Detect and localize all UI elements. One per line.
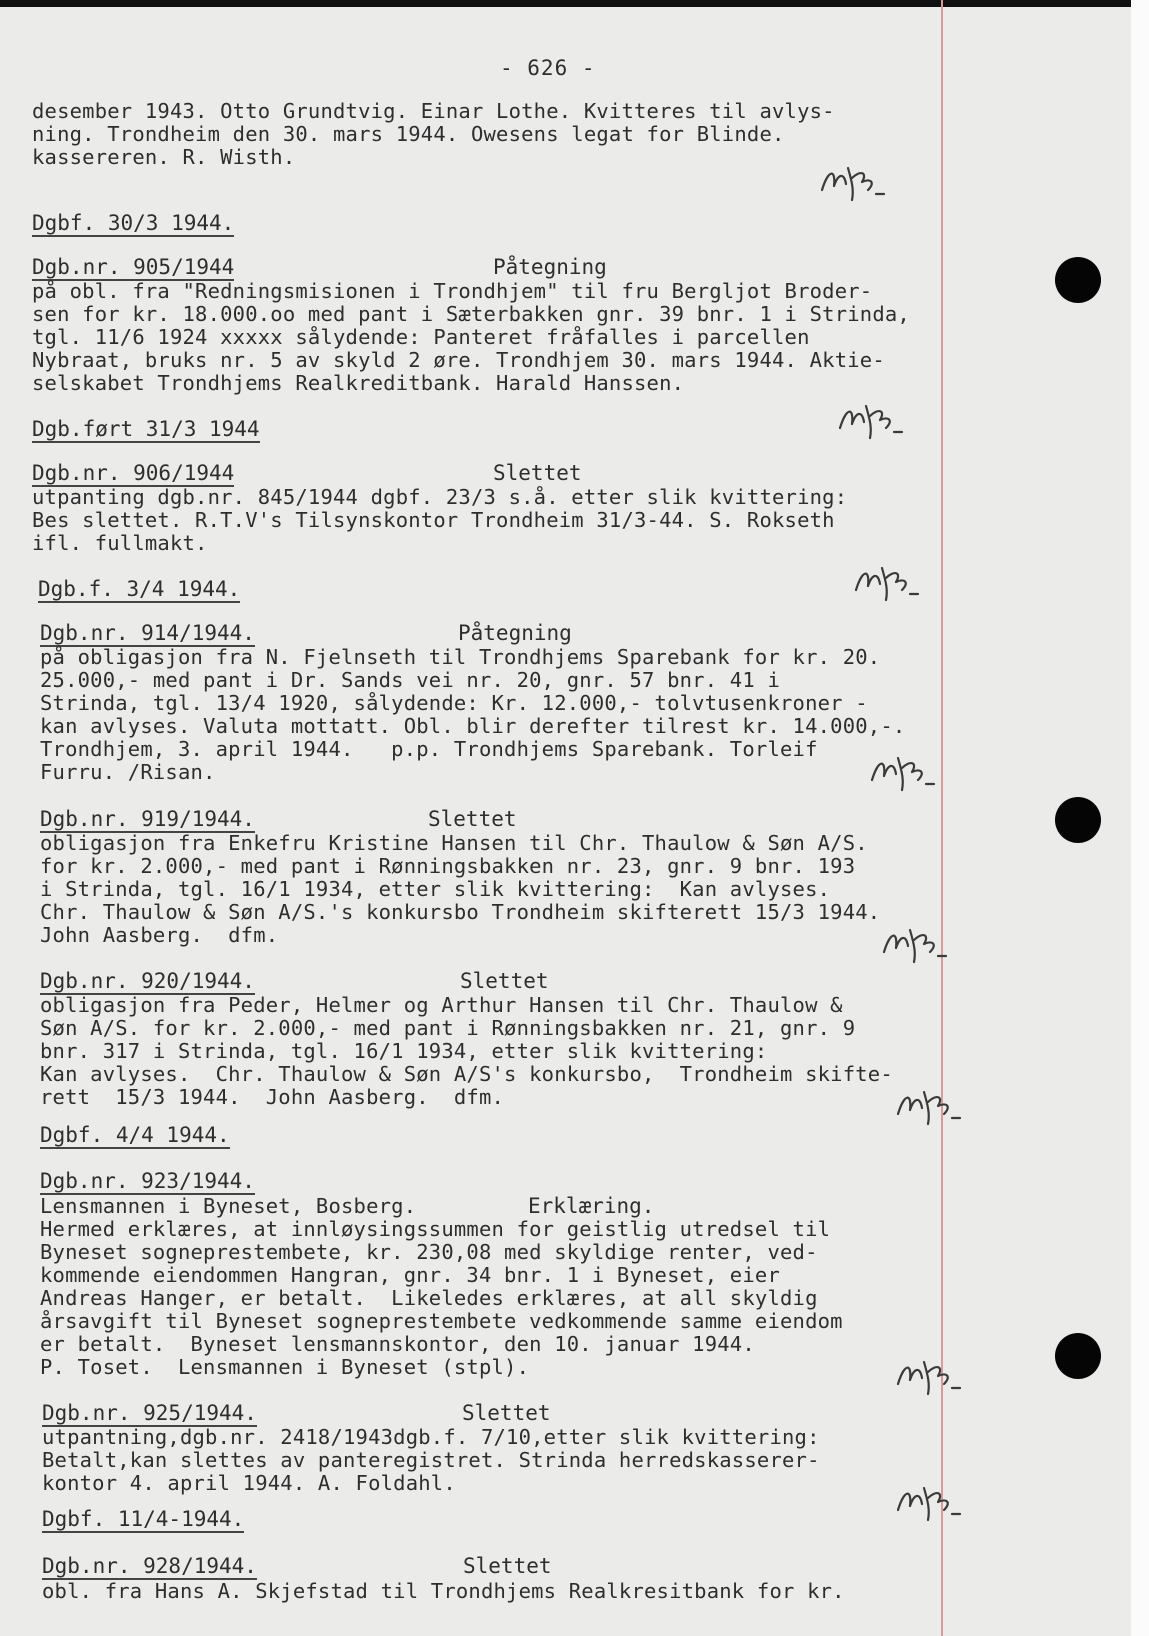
text-line: Søn A/S. for kr. 2.000,- med pant i Rønningsbakken nr. 21, gnr. 9 [40,1016,856,1040]
entry-type: Slettet [428,807,517,831]
text-line: obl. fra Hans A. Skjefstad til Trondhjems Realkresitbank for kr. [42,1579,845,1603]
scan-top-edge [0,0,1149,7]
text-line: obligasjon fra Enkefru Kristine Hansen til Chr. Thaulow & Søn A/S. [40,831,868,855]
text-line: kommende eiendommen Hangran, gnr. 34 bnr. 1 i Byneset, eier [40,1263,780,1287]
text-line: 25.000,- med pant i Dr. Sands vei nr. 20, gnr. 57 bnr. 41 i [40,668,780,692]
entry-type: Slettet [463,1554,552,1578]
text-line: utpanting dgb.nr. 845/1944 dgbf. 23/3 s.å. etter slik kvittering: [32,485,848,509]
text-line: desember 1943. Otto Grundtvig. Einar Lothe. Kvitteres til avlys- [32,99,835,123]
handwritten-initials [894,1354,978,1398]
entry-type: Slettet [462,1401,551,1425]
text-line: rett 15/3 1944. John Aasberg. dfm. [40,1085,505,1109]
handwritten-initials [852,560,936,604]
handwritten-initials [836,398,920,442]
text-line: ning. Trondheim den 30. mars 1944. Owesens legat for Blinde. [32,122,785,146]
entry-type: Påtegning [458,621,572,645]
text-line: i Strinda, tgl. 16/1 1934, etter slik kvittering: Kan avlyses. [40,877,831,901]
punch-hole [1055,797,1101,843]
text-line: obligasjon fra Peder, Helmer og Arthur Hansen til Chr. Thaulow & [40,993,843,1017]
text-line: selskabet Trondhjems Realkreditbank. Harald Hanssen. [32,371,685,395]
text-line: er betalt. Byneset lensmannskontor, den 10. januar 1944. [40,1332,755,1356]
entry-number: Dgb.nr. 920/1944. [40,969,255,993]
text-line: Andreas Hanger, er betalt. Likeledes erklæres, at all skyldig [40,1286,818,1310]
handwritten-initials [818,160,902,204]
text-line: kassereren. R. Wisth. [32,145,296,169]
text-line: Kan avlyses. Chr. Thaulow & Søn A/S's konkursbo, Trondheim skifte- [40,1062,893,1086]
handwritten-initials [894,1084,978,1128]
text-line: Hermed erklæres, at innløysingssummen for geistlig utredsel til [40,1217,831,1241]
entry-type: Slettet [493,461,582,485]
entry-number: Dgb.nr. 919/1944. [40,807,255,831]
text-line: Trondhjem, 3. april 1944. p.p. Trondhjems Sparebank. Torleif [40,737,818,761]
text-line: på obl. fra "Redningsmisionen i Trondhjem" til fru Bergljot Broder- [32,279,873,303]
punch-hole [1055,257,1101,303]
text-line: Bes slettet. R.T.V's Tilsynskontor Trondheim 31/3-44. S. Rokseth [32,508,835,532]
text-line: kontor 4. april 1944. A. Foldahl. [42,1471,456,1495]
text-line: Nybraat, bruks nr. 5 av skyld 2 øre. Trondhjem 30. mars 1944. Aktie- [32,348,885,372]
text-line: John Aasberg. dfm. [40,923,279,947]
handwritten-initials [894,1480,978,1524]
text-line: Lensmannen i Byneset, Bosberg. [40,1194,417,1218]
scan-right-edge [1131,0,1149,1636]
entry-number: Dgb.nr. 928/1944. [42,1554,257,1578]
text-line: Betalt,kan slettes av panteregistret. Strinda herredskasserer- [42,1448,820,1472]
entry-number: Dgb.nr. 925/1944. [42,1401,257,1425]
text-line: kan avlyses. Valuta mottatt. Obl. blir derefter tilrest kr. 14.000,-. [40,714,906,738]
entry-type: Erklæring. [528,1194,655,1218]
handwritten-initials [880,922,964,966]
text-line: på obligasjon fra N. Fjelnseth til Trondhjems Sparebank for kr. 20. [40,645,881,669]
section-date-heading: Dgbf. 4/4 1944. [40,1123,230,1147]
section-date-heading: Dgbf. 30/3 1944. [32,211,235,235]
handwritten-initials [868,750,952,794]
section-date-heading: Dgb.f. 3/4 1944. [38,577,241,601]
text-line: utpantning,dgb.nr. 2418/1943dgb.f. 7/10,etter slik kvittering: [42,1425,820,1449]
entry-number: Dgb.nr. 914/1944. [40,621,255,645]
punch-hole [1055,1333,1101,1379]
entry-type: Påtegning [493,255,607,279]
text-line: sen for kr. 18.000.oo med pant i Sæterbakken gnr. 39 bnr. 1 i Strinda, [32,302,910,326]
text-line: P. Toset. Lensmannen i Byneset (stpl). [40,1355,530,1379]
text-line: ifl. fullmakt. [32,531,208,555]
text-line: for kr. 2.000,- med pant i Rønningsbakken nr. 23, gnr. 9 bnr. 193 [40,854,856,878]
entry-number: Dgb.nr. 923/1944. [40,1169,255,1193]
text-line: tgl. 11/6 1924 xxxxx sålydende: Panteret fråfalles i parcellen [32,325,810,349]
section-date-heading: Dgb.ført 31/3 1944 [32,417,260,441]
text-line: Chr. Thaulow & Søn A/S.'s konkursbo Trondheim skifterett 15/3 1944. [40,900,881,924]
text-line: Byneset sogneprestembete, kr. 230,08 med skyldige renter, ved- [40,1240,818,1264]
text-line: årsavgift til Byneset sogneprestembete vedkommende samme eiendom [40,1309,843,1333]
entry-number: Dgb.nr. 906/1944 [32,461,235,485]
page-number: - 626 - [500,56,596,80]
text-line: bnr. 317 i Strinda, tgl. 16/1 1934, etter slik kvittering: [40,1039,768,1063]
text-line: Strinda, tgl. 13/4 1920, sålydende: Kr. 12.000,- tolvtusenkroner - [40,691,868,715]
section-date-heading: Dgbf. 11/4-1944. [42,1507,245,1531]
entry-number: Dgb.nr. 905/1944 [32,255,235,279]
text-line: Furru. /Risan. [40,760,216,784]
entry-type: Slettet [460,969,549,993]
